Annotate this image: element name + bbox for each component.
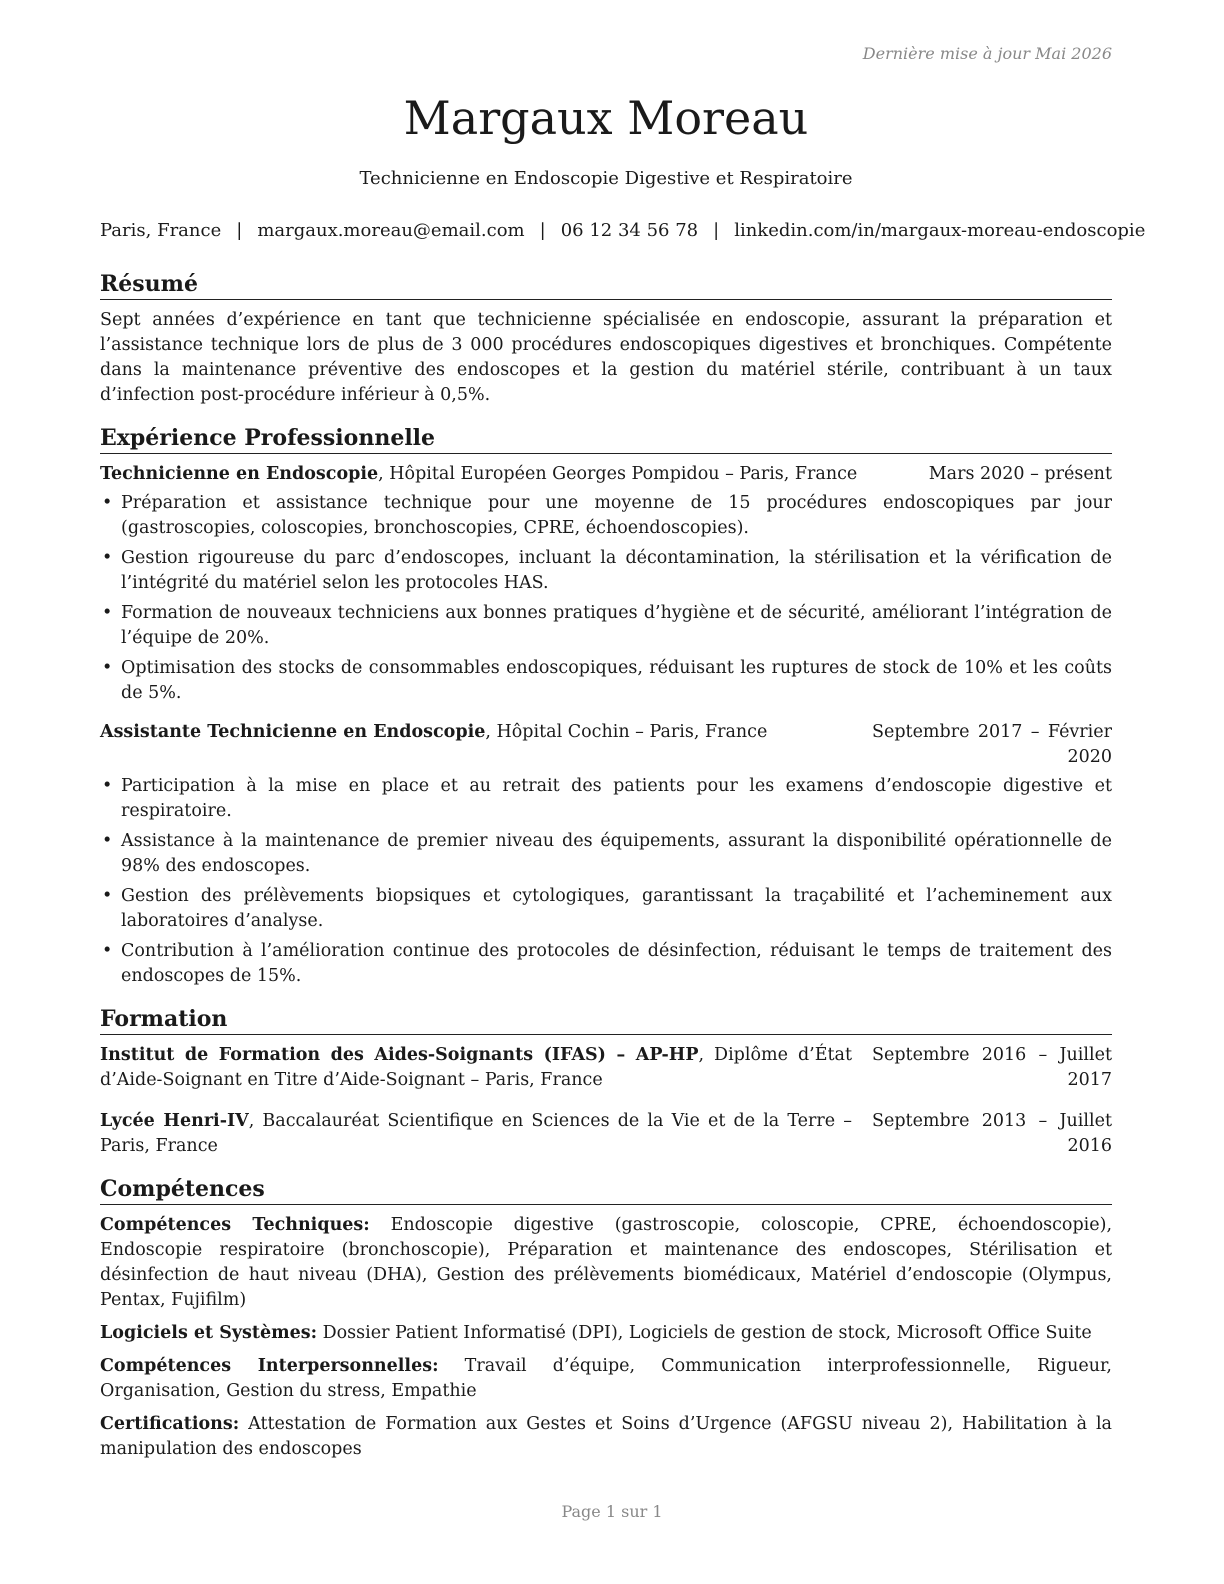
education-school: Institut de Formation des Aides-Soignants (IFAS) – AP-HP xyxy=(100,1045,699,1065)
job-bullets xyxy=(100,774,1112,989)
contact-linkedin[interactable]: linkedin.com/in/margaux-moreau-endoscopie xyxy=(734,220,1146,241)
skill-text: Endoscopie digestive (gastroscopie, coloscopie, CPRE, échoendoscopie), Endoscopie respiratoire (bronchoscopie), Préparation et maintenance des endoscopes, Stérilisation et désinfection de haut niveau (DHA), Gestion des prélèvements biomédicaux, Matériel d’endoscopie (Olympus, Pentax, Fujifilm) xyxy=(100,1215,1113,1310)
skills-section xyxy=(100,1175,1112,1462)
section-heading: Résumé xyxy=(100,270,1112,300)
job-title: Technicienne en Endoscopie Digestive et Respiratoire xyxy=(359,168,853,189)
last-updated: Dernière mise à jour Mai 2026 xyxy=(862,44,1112,63)
job-bullets xyxy=(100,491,1112,706)
contact-location: Paris, France xyxy=(100,220,222,241)
skill-group xyxy=(100,1412,1112,1462)
section-heading: Compétences xyxy=(100,1175,1112,1205)
education-dates: Septembre 2013 – Juillet 2016 xyxy=(872,1111,1112,1156)
section-heading: Formation xyxy=(100,1005,1112,1035)
contact-phone: 06 12 34 56 78 xyxy=(560,220,699,241)
education-detail: , Baccalauréat Scientifique en Sciences de la Vie et de la Terre – Paris, France xyxy=(100,1111,853,1156)
list-item: • Participation à la mise en place et au retrait des patients pour les examens d’endoscopie digestive et respiratoire. xyxy=(100,774,1112,824)
contact-email[interactable]: margaux.moreau@email.com xyxy=(257,220,525,241)
education-entry xyxy=(100,1109,1112,1159)
job-dates: Septembre 2017 – Février 2020 xyxy=(872,722,1112,767)
education-section xyxy=(100,1005,1112,1159)
list-item: • Contribution à l’amélioration continue des protocoles de désinfection, réduisant le temps de traitement des endoscopes de 15%. xyxy=(100,939,1112,989)
job-header xyxy=(100,720,1112,770)
skill-text: Dossier Patient Informatisé (DPI), Logiciels de gestion de stock, Microsoft Office Suite xyxy=(317,1323,1092,1343)
list-item: • Préparation et assistance technique pour une moyenne de 15 procédures endoscopiques par jour (gastroscopies, coloscopies, bronchoscopies, CPRE, échoendoscopies). xyxy=(100,491,1112,541)
contact-separator: | xyxy=(713,220,720,241)
contact-separator: | xyxy=(236,220,243,241)
job-role: Technicienne en Endoscopie xyxy=(100,464,379,484)
resume-content xyxy=(100,270,1112,1478)
experience-section xyxy=(100,424,1112,989)
list-item: • Optimisation des stocks de consommables endoscopiques, réduisant les ruptures de stock de 10% et les coûts de 5%. xyxy=(100,656,1112,706)
skill-text: Attestation de Formation aux Gestes et Soins d’Urgence (AFGSU niveau 2), Habilitation à la manipulation des endoscopes xyxy=(100,1414,1112,1459)
list-item: • Gestion rigoureuse du parc d’endoscopes, incluant la décontamination, la stérilisation et la vérification de l’intégrité du matériel selon les protocoles HAS. xyxy=(100,546,1112,596)
skill-label: Certifications: xyxy=(100,1414,240,1434)
job-header xyxy=(100,462,1112,487)
summary-section xyxy=(100,270,1112,408)
skill-group xyxy=(100,1213,1112,1313)
list-item: • Gestion des prélèvements biopsiques et cytologiques, garantissant la traçabilité et l’acheminement aux laboratoires d’analyse. xyxy=(100,884,1112,934)
job-dates: Mars 2020 – présent xyxy=(928,464,1112,484)
skill-label: Compétences Interpersonnelles: xyxy=(100,1356,439,1376)
job-role: Assistante Technicienne en Endoscopie xyxy=(100,722,486,742)
candidate-name: Margaux Moreau xyxy=(403,91,809,145)
summary-text: Sept années d’expérience en tant que technicienne spécialisée en endoscopie, assurant la préparation et l’assistance technique lors de plus de 3 000 procédures endoscopiques digestives et bronchiques. Compétente dans la maintenance préventive des endoscopes et la gestion du matériel stérile, contribuant à un taux d’infection post-procédure inférieur à 0,5%. xyxy=(100,310,1112,405)
contact-line xyxy=(100,220,1146,241)
skill-label: Logiciels et Systèmes: xyxy=(100,1323,318,1343)
education-detail: , Diplôme d’État d’Aide-Soignant en Titre d’Aide-Soignant – Paris, France xyxy=(100,1045,852,1090)
skill-label: Compétences Techniques: xyxy=(100,1215,370,1235)
skill-group xyxy=(100,1321,1112,1346)
list-item: • Assistance à la maintenance de premier niveau des équipements, assurant la disponibilité opérationnelle de 98% des endoscopes. xyxy=(100,829,1112,879)
job-place: , Hôpital Européen Georges Pompidou – Paris, France xyxy=(378,464,858,484)
section-heading: Expérience Professionnelle xyxy=(100,424,1112,454)
education-entry xyxy=(100,1043,1112,1093)
education-dates: Septembre 2016 – Juillet 2017 xyxy=(872,1045,1112,1090)
education-school: Lycée Henri-IV xyxy=(100,1111,249,1131)
skill-group xyxy=(100,1354,1112,1404)
contact-separator: | xyxy=(539,220,546,241)
skill-text: Travail d’équipe, Communication interprofessionnelle, Rigueur, Organisation, Gestion du stress, Empathie xyxy=(100,1356,1112,1401)
page-number: Page 1 sur 1 xyxy=(561,1502,663,1521)
list-item: • Formation de nouveaux techniciens aux bonnes pratiques d’hygiène et de sécurité, améliorant l’intégration de l’équipe de 20%. xyxy=(100,601,1112,651)
job-place: , Hôpital Cochin – Paris, France xyxy=(485,722,768,742)
